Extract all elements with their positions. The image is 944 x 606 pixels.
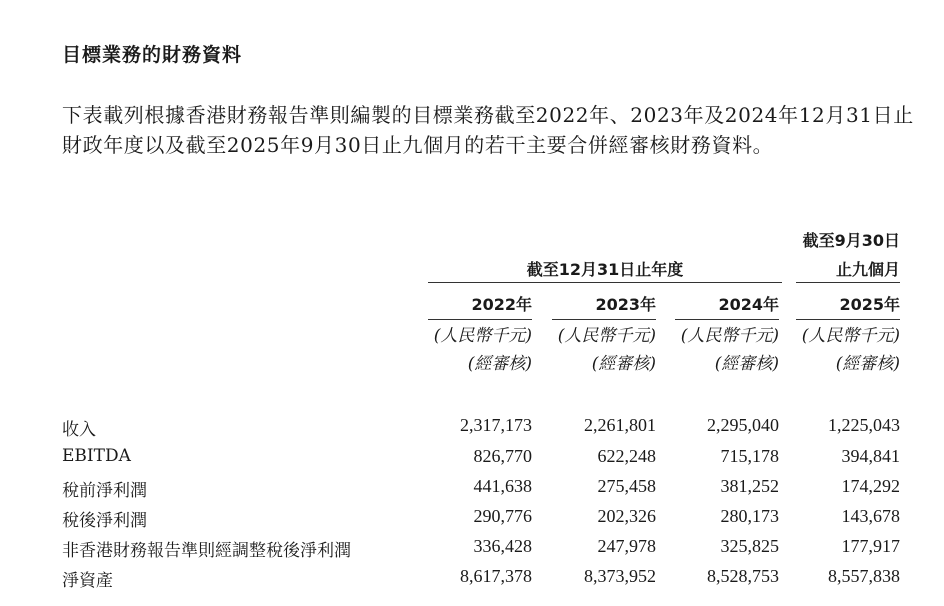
table-cell: 8,373,952 [584, 566, 656, 586]
year-header: 2024年 [718, 295, 779, 314]
col-rule-2025 [796, 319, 900, 320]
year-header: 2022年 [471, 295, 532, 314]
col-rule-2024 [675, 319, 779, 320]
period-group-header-line2: 止九個月 [835, 260, 900, 279]
year-header: 2025年 [839, 295, 900, 314]
table-cell: 8,617,378 [460, 566, 532, 586]
fy-group-rule [428, 282, 782, 283]
period-group-rule [796, 282, 900, 283]
table-cell: 2,295,040 [707, 415, 779, 435]
table-cell: 143,678 [841, 506, 900, 526]
table-cell: 247,978 [597, 536, 656, 556]
table-cell: 1,225,043 [828, 415, 900, 435]
intro-paragraph: 下表載列根據香港財務報告準則編製的目標業務截至2022年、2023年及2024年12月31日止財政年度以及截至2025年9月30日止九個月的若干主要合併經審核財務資料。 [62, 103, 914, 157]
table-cell: 394,841 [841, 446, 900, 466]
audited-label: (經審核) [714, 354, 779, 374]
table-cell: 8,557,838 [828, 566, 900, 586]
row-label-pre-tax-profit: 稅前淨利潤 [62, 481, 147, 501]
table-cell: 381,252 [720, 476, 779, 496]
table-cell: 2,261,801 [584, 415, 656, 435]
table-cell: 275,458 [597, 476, 656, 496]
row-label-ebitda: EBITDA [62, 446, 131, 466]
col-rule-2022 [428, 319, 532, 320]
period-group-header-line1: 截至9月30日 [802, 231, 900, 250]
audited-label: (經審核) [591, 354, 656, 374]
audited-label: (經審核) [835, 354, 900, 374]
table-cell: 280,173 [720, 506, 779, 526]
table-cell: 715,178 [720, 446, 779, 466]
table-cell: 336,428 [473, 536, 532, 556]
row-label-adjusted-profit: 非香港財務報告準則經調整稅後淨利潤 [62, 541, 351, 561]
row-label-revenue: 收入 [62, 420, 96, 440]
section-heading: 目標業務的財務資料 [62, 44, 243, 66]
table-cell: 290,776 [473, 506, 532, 526]
table-cell: 177,917 [841, 536, 900, 556]
table-cell: 325,825 [720, 536, 779, 556]
unit-label: (人民幣千元) [557, 326, 656, 346]
audited-label: (經審核) [467, 354, 532, 374]
fy-group-header: 截至12月31日止年度 [526, 260, 684, 279]
table-cell: 202,326 [597, 506, 656, 526]
year-header: 2023年 [595, 295, 656, 314]
table-cell: 622,248 [597, 446, 656, 466]
unit-label: (人民幣千元) [680, 326, 779, 346]
unit-label: (人民幣千元) [433, 326, 532, 346]
table-cell: 8,528,753 [707, 566, 779, 586]
table-cell: 441,638 [473, 476, 532, 496]
table-cell: 826,770 [473, 446, 532, 466]
table-cell: 174,292 [841, 476, 900, 496]
table-cell: 2,317,173 [460, 415, 532, 435]
row-label-post-tax-profit: 稅後淨利潤 [62, 511, 147, 531]
col-rule-2023 [552, 319, 656, 320]
row-label-net-assets: 淨資產 [62, 571, 113, 591]
unit-label: (人民幣千元) [801, 326, 900, 346]
